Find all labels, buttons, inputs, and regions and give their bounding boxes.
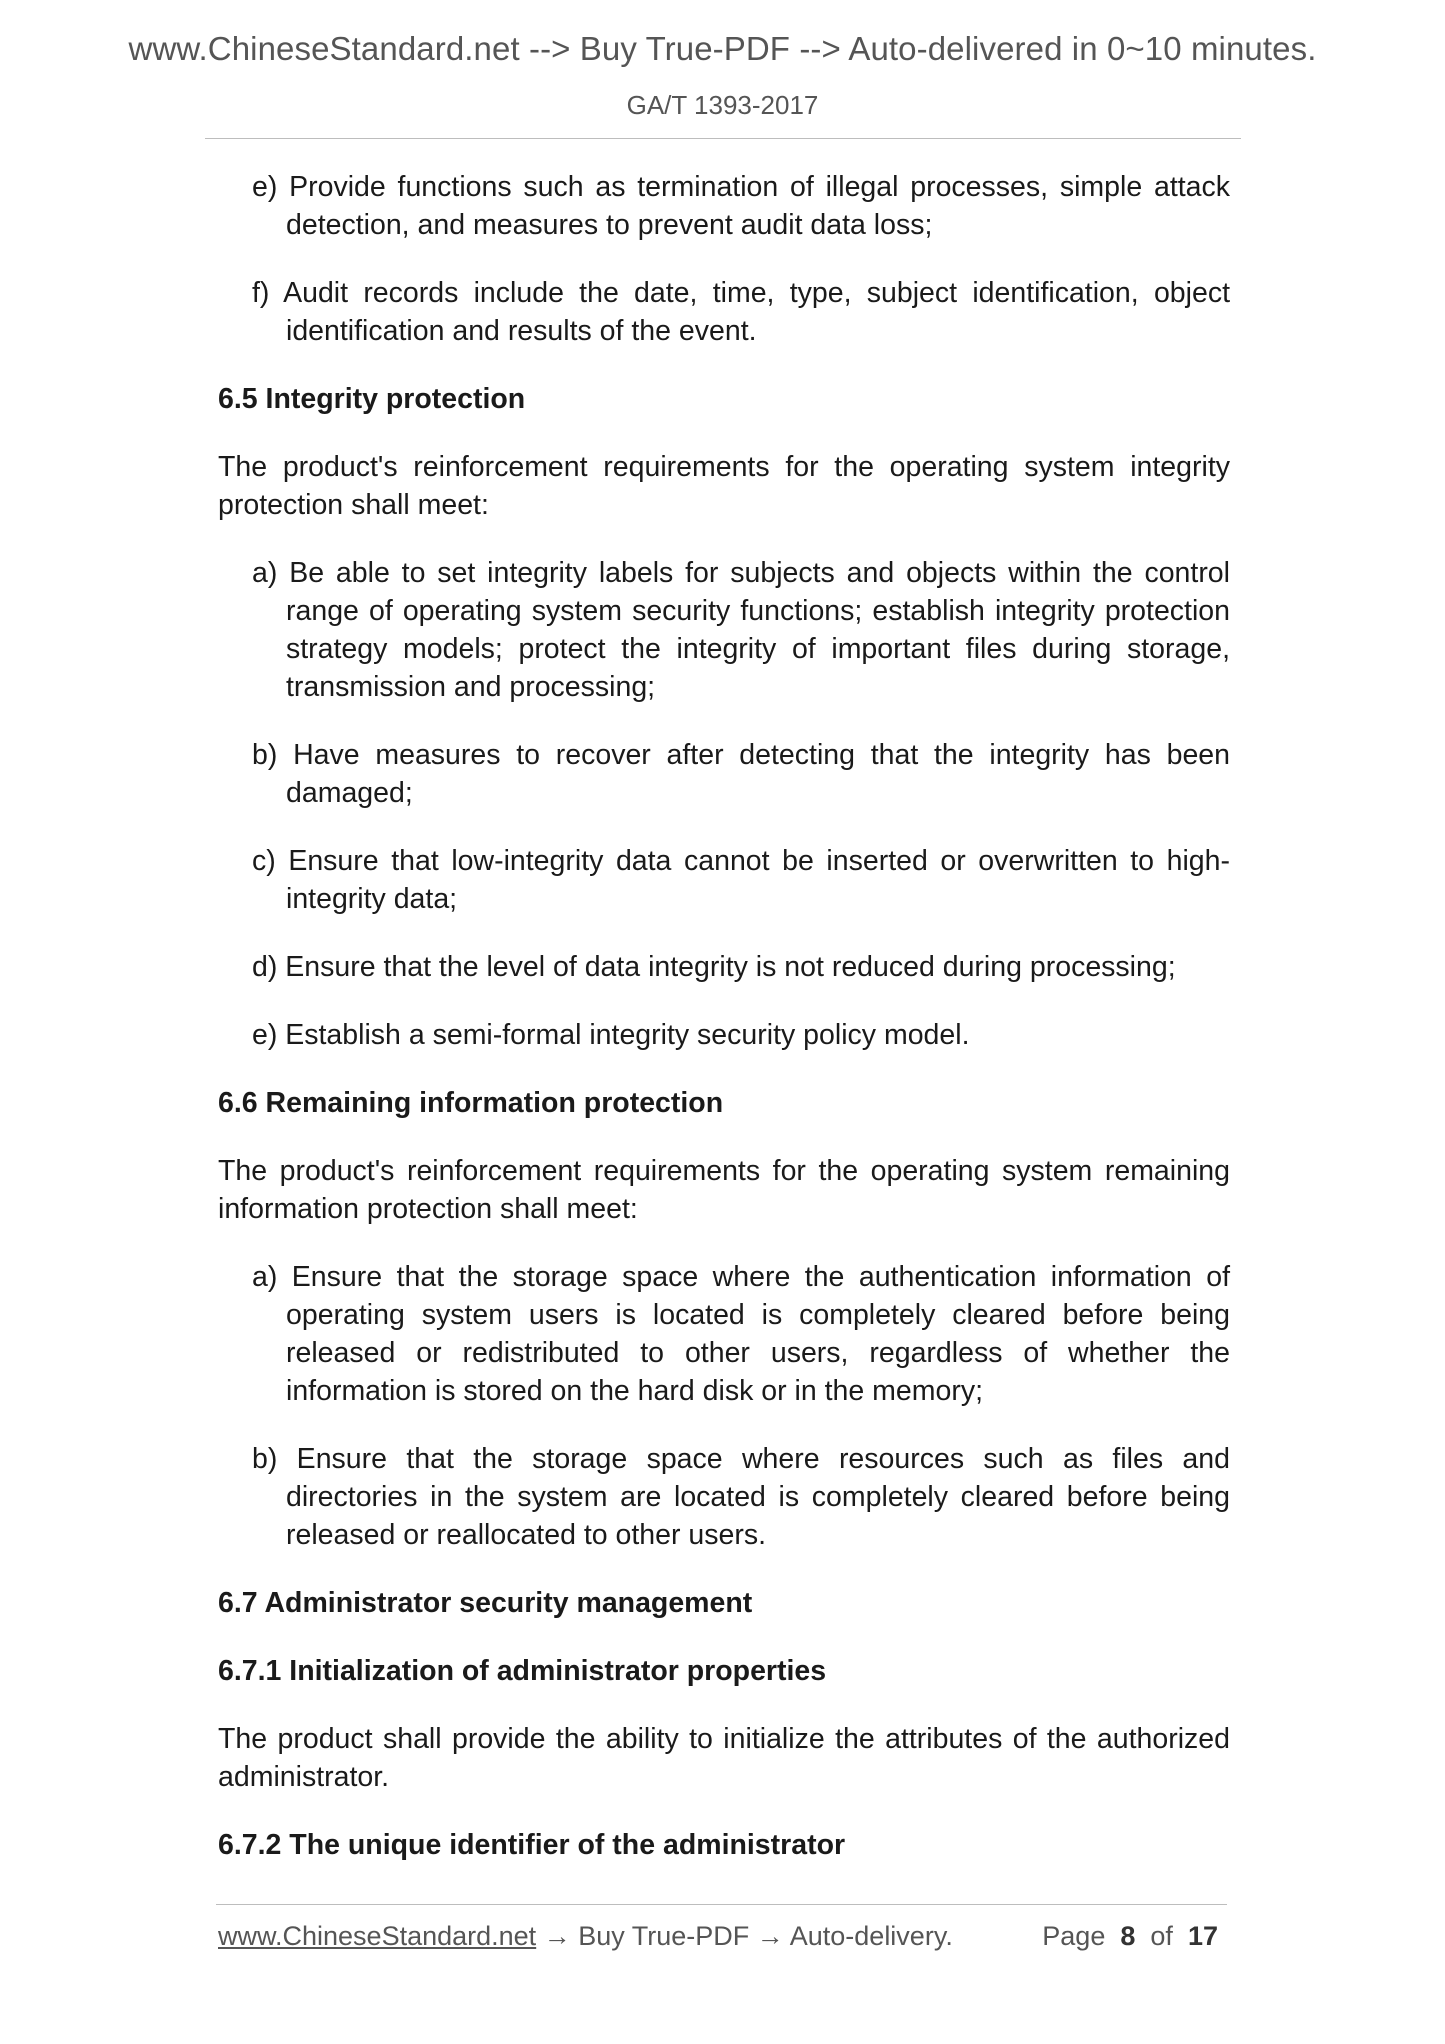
subsection-heading-6-7-1: 6.7.1 Initialization of administrator properties bbox=[218, 1655, 827, 1687]
page-label: Page bbox=[1042, 1921, 1106, 1951]
header-divider bbox=[205, 138, 1241, 139]
section-intro: The product's reinforcement requirements for the operating system remaining information protection shall meet: bbox=[218, 1155, 1230, 1225]
section-heading-6-5: 6.5 Integrity protection bbox=[218, 383, 526, 415]
total-pages: 17 bbox=[1187, 1921, 1218, 1951]
list-item: a) Ensure that the storage space where the authentication information of operating system users is located is completely cleared before being released or redistributed to other users, regardless of whether the information is stored on the hard disk or in the memory; bbox=[252, 1261, 1230, 1407]
subsection-text: The product shall provide the ability to initialize the attributes of the authorized administrator. bbox=[218, 1723, 1230, 1793]
list-item: f) Audit records include the date, time, type, subject identification, object identification and results of the event. bbox=[252, 277, 1230, 347]
of-label: of bbox=[1150, 1921, 1173, 1951]
section-heading-6-7: 6.7 Administrator security management bbox=[218, 1587, 753, 1619]
list-item: c) Ensure that low-integrity data cannot be inserted or overwritten to high-integrity data; bbox=[252, 845, 1230, 915]
list-item: e) Establish a semi-formal integrity security policy model. bbox=[252, 1019, 970, 1051]
list-item: b) Ensure that the storage space where resources such as files and directories in the system are located is completely cleared before being released or reallocated to other users. bbox=[252, 1443, 1230, 1551]
footer-promo bbox=[218, 1918, 953, 1954]
section-intro: The product's reinforcement requirements for the operating system integrity protection shall meet: bbox=[218, 451, 1230, 521]
subsection-heading-6-7-2: 6.7.2 The unique identifier of the administrator bbox=[218, 1829, 846, 1861]
footer-delivery-text: → Buy True-PDF → Auto-delivery. bbox=[536, 1921, 953, 1951]
list-item: b) Have measures to recover after detecting that the integrity has been damaged; bbox=[252, 739, 1230, 809]
list-item: e) Provide functions such as termination of illegal processes, simple attack detection, and measures to prevent audit data loss; bbox=[252, 171, 1230, 241]
site-banner: www.ChineseStandard.net --> Buy True-PDF --> Auto-delivered in 0~10 minutes. bbox=[128, 30, 1317, 67]
list-item: d) Ensure that the level of data integrity is not reduced during processing; bbox=[252, 951, 1176, 983]
current-page: 8 bbox=[1120, 1921, 1136, 1951]
footer-divider bbox=[216, 1904, 1227, 1905]
list-item: a) Be able to set integrity labels for subjects and objects within the control range of operating system security functions; establish integrity protection strategy models; protect the integrity of important files during storage, transmission and processing; bbox=[252, 557, 1230, 703]
page-indicator bbox=[1042, 1918, 1218, 1954]
section-heading-6-6: 6.6 Remaining information protection bbox=[218, 1087, 724, 1119]
page-content bbox=[218, 168, 1230, 1894]
document-code: GA/T 1393-2017 bbox=[626, 90, 819, 120]
site-link[interactable]: www.ChineseStandard.net bbox=[218, 1921, 537, 1951]
